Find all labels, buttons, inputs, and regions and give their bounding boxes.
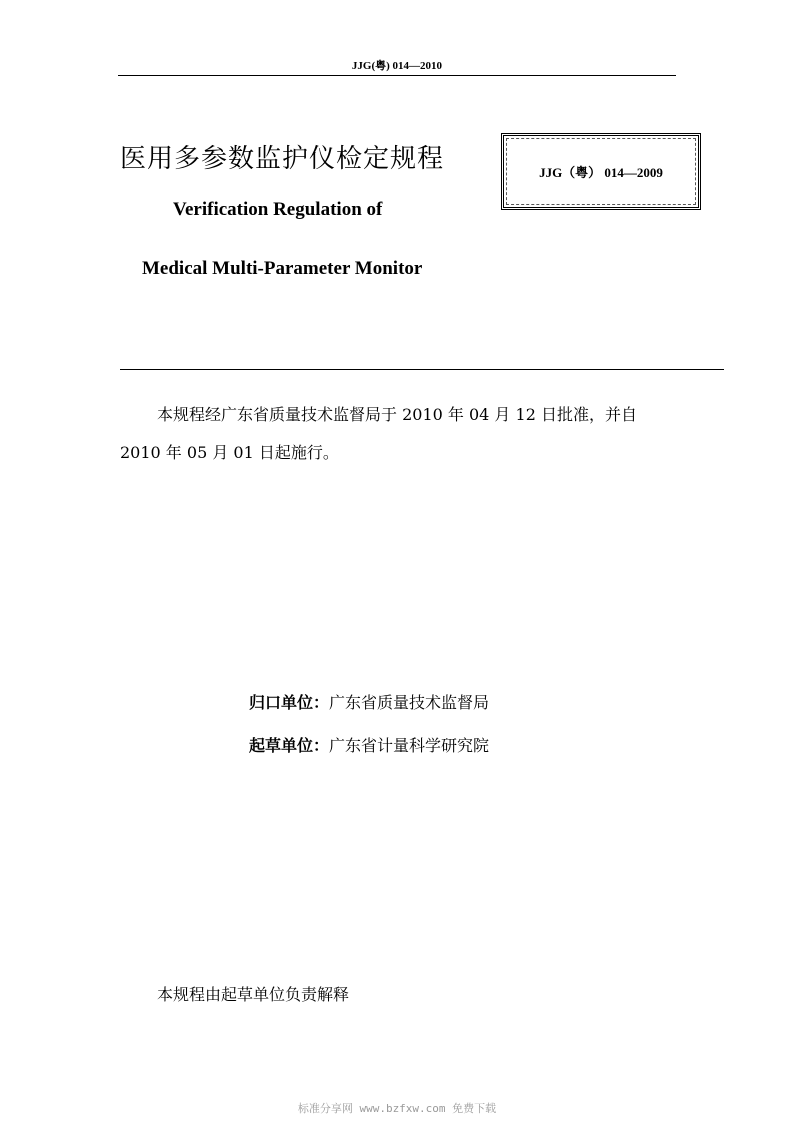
drafting-unit xyxy=(249,733,489,756)
interpretation-note: 本规程由起草单位负责解释 xyxy=(157,985,350,1004)
responsible-unit-label: 归口单位： xyxy=(249,693,330,712)
responsible-unit-value: 广东省质量技术监督局 xyxy=(329,693,490,712)
approval-paragraph: 本规程经广东省质量技术监督局于 2010 年 04 月 12 日批准，并自 2010 年 05 月 01 日起施行。 xyxy=(120,405,637,462)
drafting-unit-label: 起草单位： xyxy=(249,736,330,755)
watermark-footer: 标准分享网 www.bzfxw.com 免费下载 xyxy=(297,1102,497,1115)
title-chinese: 医用多参数监护仪检定规程 xyxy=(120,144,445,174)
title-english-line2: Medical Multi-Parameter Monitor xyxy=(142,258,423,279)
section-divider xyxy=(120,369,724,370)
header-divider xyxy=(118,75,676,76)
title-english-line1: Verification Regulation of xyxy=(173,199,383,220)
responsible-unit xyxy=(249,690,489,713)
header-code: JJG(粤) 014—2010 xyxy=(351,60,443,72)
standard-code-box xyxy=(501,133,701,210)
drafting-unit-value: 广东省计量科学研究院 xyxy=(329,736,490,755)
standard-code: JJG（粤） 014—2009 xyxy=(539,165,663,180)
